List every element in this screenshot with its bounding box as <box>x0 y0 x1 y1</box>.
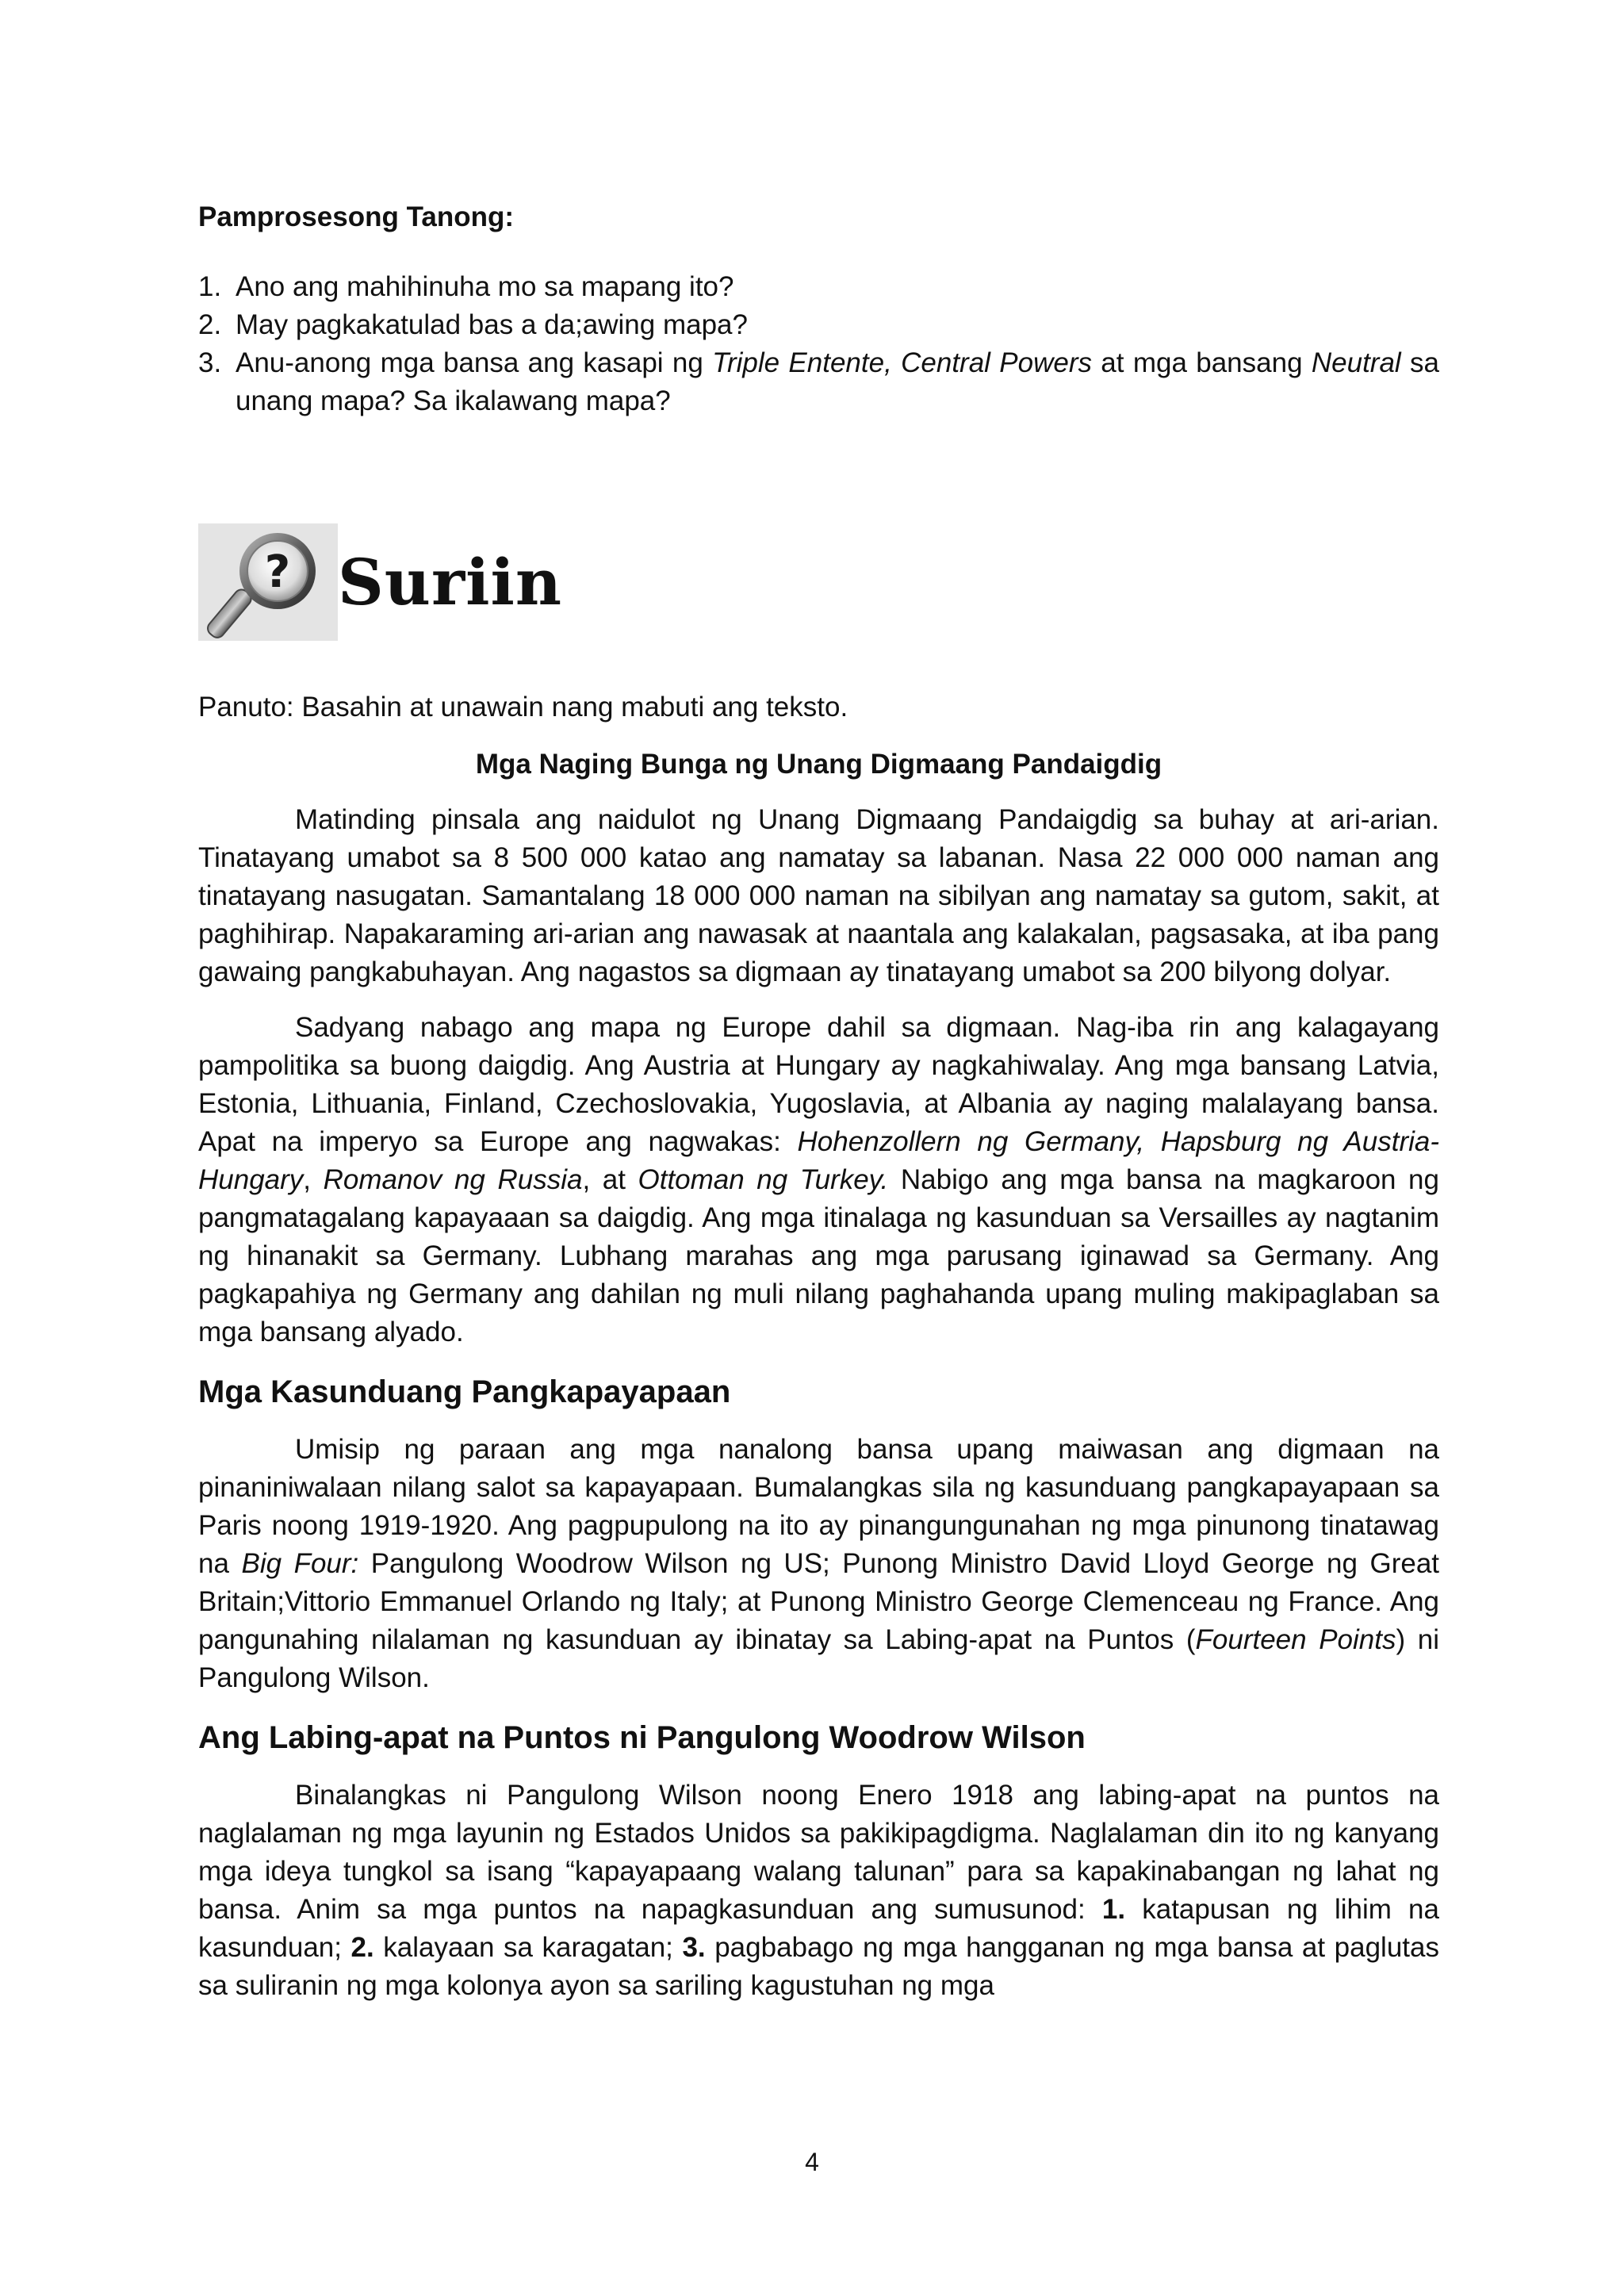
list-item <box>198 268 1439 306</box>
instruction-text: Panuto: Basahin at unawain nang mabuti ang teksto. <box>198 692 848 723</box>
question-text <box>236 344 1439 420</box>
question-text: May pagkakatulad bas a da;awing mapa? <box>236 309 748 340</box>
italic-run: Fourteen Points <box>1195 1624 1396 1655</box>
paragraph-1: Matinding pinsala ang naidulot ng Unang Digmaang Pandaigdig sa buhay at ari-arian. Tinatayang umabot sa 8 500 000 katao ang namatay sa labanan. Nasa 22 000 000 naman ang tinatayang nasugatan. Samantalang 18 000 000 naman na sibilyan ang namatay sa gutom, sakit, at paghihirap. Napakaraming ari-arian ang nawasak at naantala ang kalakalan, pagsasaka, at iba pang gawaing pangkabuhayan. Ang nagastos sa digmaan ay tinatayang umabot sa 200 bilyong dolyar. <box>198 804 1439 987</box>
section-heading-kasunduan: Mga Kasunduang Pangkapayapaan <box>198 1374 731 1409</box>
text-run: Anu-anong mga bansa ang kasapi ng <box>236 347 713 378</box>
list-item <box>198 344 1439 420</box>
magnifier-question-icon <box>198 523 338 641</box>
italic-run: Romanov ng Russia <box>323 1164 583 1195</box>
bold-run: 3. <box>682 1932 706 1963</box>
page-number: 4 <box>805 2148 819 2176</box>
section-heading-labing-apat: Ang Labing-apat na Puntos ni Pangulong Woodrow Wilson <box>198 1720 1086 1755</box>
text-run: pagbabago ng mga hangganan ng mga bansa at paglutas sa suliranin ng mga kolonya ayon sa sariling kagustuhan ng mga <box>198 1932 1439 2001</box>
question-number: 3. <box>198 347 222 378</box>
text-run: katapusan ng lihim na kasunduan; <box>198 1894 1439 1963</box>
bold-run: 1. <box>1101 1894 1126 1925</box>
text-run: ) ni Pangulong Wilson. <box>198 1624 1440 1693</box>
text-run: at mga bansang <box>1091 347 1312 378</box>
text-run: Umisip ng paraan ang mga nanalong bansa upang maiwasan ang digmaan na pinaniniwalaan nilang salot sa kapayapaan. Bumalangkas sila ng kasunduang pangkapayapaan sa Paris noong 1919-1920. Ang pagpupulong na ito ay pinangungunahan ng mga pinunong tinatawag na <box>198 1434 1439 1579</box>
suriin-title: Suriin <box>338 545 563 619</box>
text-run: , <box>303 1164 324 1195</box>
italic-run: Triple Entente, Central Powers <box>712 347 1092 378</box>
questions-heading: Pamprosesong Tanong: <box>198 201 514 232</box>
question-number: 2. <box>198 309 222 340</box>
italic-run: Ottoman ng Turkey. <box>638 1164 889 1195</box>
list-item <box>198 306 1439 344</box>
suriin-section-header <box>198 523 1439 641</box>
text-run: , at <box>582 1164 638 1195</box>
paragraph-4 <box>198 1777 1439 2005</box>
questions-list <box>198 268 1439 420</box>
text-run: Nabigo ang mga bansa na magkaroon ng pangmatagalang kapayaaan sa daigdig. Ang mga itinalaga ng kasunduan sa Versailles ay nagtanim ng hinanakit sa Germany. Lubhang marahas ang mga parusang iginawad sa Germany. Ang pagkapahiya ng Germany ang dahilan ng muli nilang paghahanda upang muling makipaglaban sa mga bansang alyado. <box>198 1164 1439 1347</box>
italic-run: Big Four: <box>241 1548 359 1579</box>
paragraph-3 <box>198 1431 1439 1697</box>
question-text: Ano ang mahihinuha mo sa mapang ito? <box>236 271 734 302</box>
article-title: Mga Naging Bunga ng Unang Digmaang Pandaigdig <box>475 749 1162 780</box>
question-number: 1. <box>198 271 222 302</box>
text-run: Binalangkas ni Pangulong Wilson noong Enero 1918 ang labing-apat na puntos na naglalaman ng mga layunin ng Estados Unidos sa pakikipagdigma. Naglalaman din ito ng kanyang mga ideya tungkol sa isang “kapayapaang walang talunan” para sa kapakinabangan ng lahat ng bansa. Anim sa mga puntos na napagkasunduan ang sumusunod: <box>198 1780 1439 1925</box>
text-run: Pangulong Woodrow Wilson ng US; Punong Ministro David Lloyd George ng Great Britain;Vittorio Emmanuel Orlando ng Italy; at Punong Ministro George Clemenceau ng France. Ang pangunahing nilalaman ng kasunduan ay ibinatay sa Labing-apat na Puntos ( <box>198 1548 1440 1655</box>
bold-run: 2. <box>350 1932 374 1963</box>
text-run: Sadyang nabago ang mapa ng Europe dahil sa digmaan. Nag-iba rin ang kalagayang pampolitika sa buong daigdig. Ang Austria at Hungary ay nagkahiwalay. Ang mga bansang Latvia, Estonia, Lithuania, Finland, Czechoslovakia, Yugoslavia, at Albania ay naging malalayang bansa. Apat na imperyo sa Europe ang nagwakas: <box>198 1012 1439 1157</box>
italic-run: Neutral <box>1311 347 1401 378</box>
text-run: sa unang mapa? Sa ikalawang mapa? <box>236 347 1439 416</box>
svg-text:?: ? <box>264 546 291 598</box>
document-page <box>198 198 1439 2005</box>
paragraph-2 <box>198 1009 1439 1351</box>
italic-run: Hohenzollern ng Germany, Hapsburg ng Austria-Hungary <box>198 1126 1439 1195</box>
text-run: kalayaan sa karagatan; <box>373 1932 683 1963</box>
